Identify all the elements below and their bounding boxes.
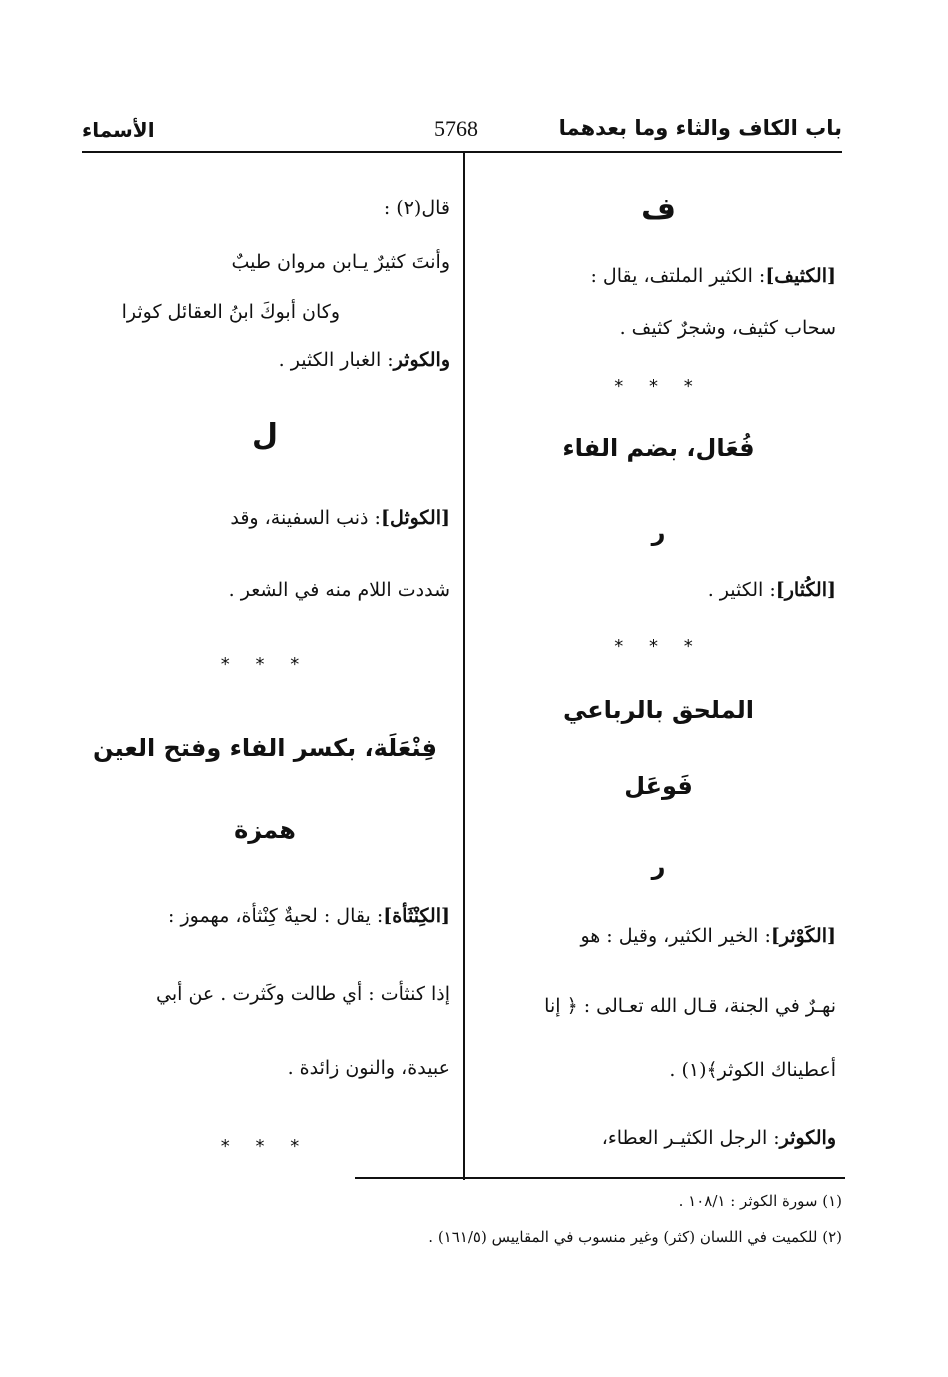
entry-text: : الكثير الملتف، يقال : bbox=[590, 265, 766, 287]
entry-line bbox=[481, 924, 836, 949]
separator-stars: * * * bbox=[220, 1136, 310, 1157]
entry-text: : الخير الكثير، وقيل : هو bbox=[580, 925, 771, 947]
entry-line: عبيدة، والنون زائدة . bbox=[287, 1057, 450, 1079]
entry-line: شددت اللام منه في الشعر . bbox=[228, 579, 450, 601]
entry-line: نهـرٌ في الجنة، قـال الله تعـالى : ﴿ إنا bbox=[544, 995, 836, 1017]
verse-line: وكان أبوكَ ابنُ العقائل كوثرا bbox=[121, 301, 340, 323]
section-heading: الملحق بالرباعي bbox=[562, 696, 755, 724]
footnote: (١) سورة الكوثر : ١٠٨/١ . bbox=[678, 1192, 842, 1210]
entry-line bbox=[80, 506, 450, 531]
entry-line: إذا كنثأت : أي طالت وكَثرت . عن أبي bbox=[156, 983, 450, 1005]
entry-headword: والكوثر bbox=[393, 349, 450, 371]
entry-text: : ذنب السفينة، وقد bbox=[230, 507, 381, 529]
entry-line bbox=[481, 1126, 836, 1151]
header-rule bbox=[82, 151, 842, 153]
entry-headword: [الكوثل] bbox=[380, 507, 450, 529]
entry-text: : الغبار الكثير . bbox=[278, 349, 394, 371]
pattern-heading: فُعَال، بضم الفاء bbox=[562, 434, 755, 462]
entry-text: : الرجل الكثيـر العطاء، bbox=[601, 1127, 780, 1149]
separator-stars: * * * bbox=[614, 636, 703, 657]
chapter-title: باب الكاف والثاء وما بعدهما bbox=[558, 116, 842, 140]
letter-heading: ر bbox=[651, 518, 666, 546]
entry-text: : يقال : لحيةٌ كِنْثأة، مهموز : bbox=[168, 905, 384, 927]
entry-line: أعطيناك الكوثر﴾(١) . bbox=[669, 1059, 836, 1081]
entry-text: : الكثير . bbox=[707, 579, 776, 601]
entry-headword: والكوثر bbox=[779, 1127, 836, 1149]
entry-line bbox=[481, 264, 836, 289]
pattern-heading: فِنْعَلَة، بكسر الفاء وفتح العين bbox=[93, 734, 437, 762]
entry-line bbox=[80, 904, 450, 929]
entry-headword: [الكُثار] bbox=[775, 579, 836, 601]
page-number: 5768 bbox=[434, 116, 478, 141]
separator-stars: * * * bbox=[614, 376, 703, 397]
entry-line: قال(٢) : bbox=[383, 197, 450, 219]
column-divider bbox=[463, 152, 465, 1180]
section-title: الأسماء bbox=[82, 118, 155, 142]
entry-line bbox=[80, 348, 450, 373]
separator-stars: * * * bbox=[220, 654, 310, 675]
footnote: (٢) للكميت في اللسان (كثر) وغير منسوب في المقاييس (١٦١/٥) . bbox=[428, 1228, 842, 1246]
pattern-heading: فَوعَل bbox=[624, 772, 693, 800]
footnote-rule bbox=[355, 1177, 845, 1179]
entry-headword: [الكثيف] bbox=[765, 265, 836, 287]
letter-heading: همزة bbox=[234, 816, 296, 844]
entry-line: سحاب كثيف، وشجرٌ كثيف . bbox=[619, 317, 836, 339]
letter-heading: ف bbox=[641, 192, 676, 227]
letter-heading: ر bbox=[651, 852, 666, 880]
entry-line bbox=[481, 578, 836, 603]
page-header bbox=[82, 112, 842, 152]
letter-heading: ل bbox=[251, 418, 279, 453]
verse-line: وأنتَ كثيرٌ يـابن مروان طيبٌ bbox=[231, 251, 450, 273]
entry-headword: [الكِنْثَأة] bbox=[383, 905, 450, 927]
entry-headword: [الكَوْثر] bbox=[770, 925, 836, 947]
